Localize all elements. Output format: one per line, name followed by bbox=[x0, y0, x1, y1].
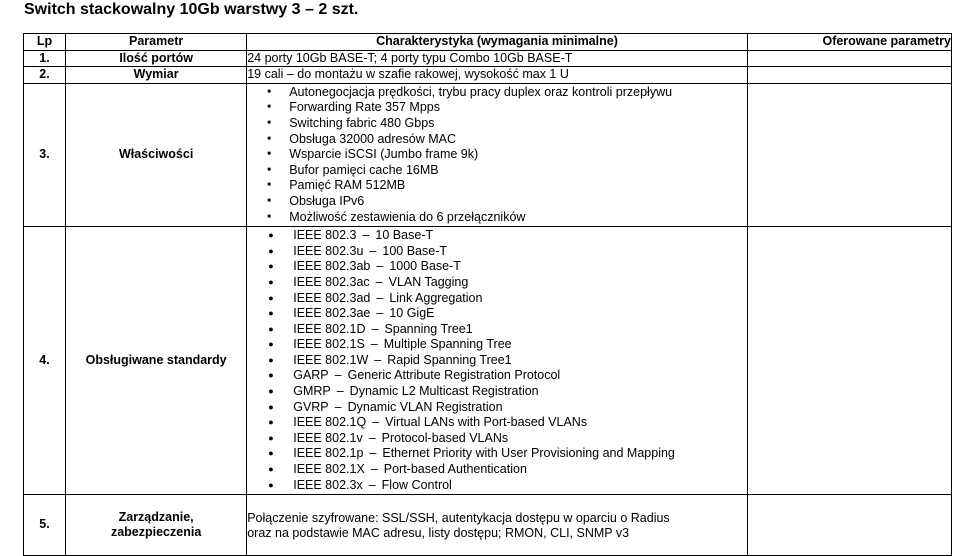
row-parameter bbox=[66, 495, 247, 556]
standard-item bbox=[293, 353, 747, 369]
standard-item bbox=[293, 446, 747, 462]
standard-item bbox=[293, 322, 747, 338]
standard-code: IEEE 802.1Q bbox=[293, 415, 367, 430]
standard-code: IEEE 802.1D bbox=[293, 321, 366, 336]
offered-cell bbox=[747, 495, 951, 556]
char-line: oraz na podstawie MAC adresu, listy dostępu; RMON, CLI, SNMP v3 bbox=[247, 526, 630, 541]
standard-code: IEEE 802.3ad bbox=[293, 290, 371, 305]
standard-code: IEEE 802.1v bbox=[293, 430, 363, 445]
standard-item bbox=[293, 400, 747, 416]
standard-code: IEEE 802.1W bbox=[293, 352, 369, 367]
standard-item bbox=[293, 368, 747, 384]
table-row bbox=[24, 83, 952, 226]
row-characteristic bbox=[247, 227, 748, 495]
standard-description: Virtual LANs with Port-based VLANs bbox=[385, 415, 588, 430]
standard-description: Multiple Spanning Tree bbox=[383, 337, 512, 352]
standard-separator: – bbox=[375, 274, 383, 289]
standard-code: GARP bbox=[293, 368, 329, 383]
standard-description: Dynamic L2 Multicast Registration bbox=[349, 384, 539, 399]
standard-item bbox=[293, 228, 747, 244]
standard-item bbox=[293, 291, 747, 307]
standard-separator: – bbox=[368, 477, 376, 492]
standard-separator: – bbox=[368, 430, 376, 445]
standard-separator: – bbox=[370, 462, 378, 477]
standard-separator: – bbox=[376, 306, 384, 321]
param-line: Zarządzanie, bbox=[118, 509, 194, 524]
standard-item bbox=[293, 275, 747, 291]
standard-separator: – bbox=[376, 259, 384, 274]
row-characteristic bbox=[247, 495, 748, 556]
header-lp: Lp bbox=[24, 34, 66, 51]
standard-separator: – bbox=[334, 399, 342, 414]
header-parameter: Parametr bbox=[66, 34, 247, 51]
table-row bbox=[24, 50, 952, 67]
standards-list bbox=[247, 228, 747, 493]
standard-separator: – bbox=[369, 243, 377, 258]
offered-cell bbox=[747, 67, 951, 84]
row-characteristic bbox=[247, 83, 748, 226]
row-parameter: Wymiar bbox=[66, 67, 247, 84]
standard-code: GMRP bbox=[293, 384, 331, 399]
standard-item bbox=[293, 306, 747, 322]
row-characteristic: 24 porty 10Gb BASE-T; 4 porty typu Combo 10Gb BASE-T bbox=[247, 50, 748, 67]
standard-separator: – bbox=[376, 290, 384, 305]
standard-description: 100 Base-T bbox=[382, 243, 447, 258]
header-row bbox=[24, 34, 952, 51]
standard-description: Protocol-based VLANs bbox=[381, 430, 509, 445]
spec-table bbox=[23, 33, 952, 556]
standard-code: IEEE 802.3ab bbox=[293, 259, 371, 274]
standard-description: Ethernet Priority with User Provisioning and Mapping bbox=[382, 446, 675, 461]
header-offered: Oferowane parametry bbox=[747, 34, 951, 51]
standard-item bbox=[293, 337, 747, 353]
standard-description: Spanning Tree1 bbox=[384, 321, 473, 336]
property-item: ■ Obsługa IPv6 bbox=[289, 194, 747, 210]
standard-code: IEEE 802.3ac bbox=[293, 274, 370, 289]
property-item: ■ Switching fabric 480 Gbps bbox=[289, 116, 747, 132]
properties-list bbox=[247, 85, 747, 225]
standard-code: IEEE 802.3 bbox=[293, 228, 357, 243]
row-parameter: Ilość portów bbox=[66, 50, 247, 67]
standard-code: IEEE 802.1S bbox=[293, 337, 365, 352]
standard-item bbox=[293, 244, 747, 260]
standard-item bbox=[293, 462, 747, 478]
table-row bbox=[24, 227, 952, 495]
header-characteristics: Charakterystyka (wymagania minimalne) bbox=[247, 34, 748, 51]
row-parameter: Obsługiwane standardy bbox=[66, 227, 247, 495]
row-number: 2. bbox=[24, 67, 66, 84]
standard-separator: – bbox=[372, 415, 380, 430]
standard-description: Link Aggregation bbox=[389, 290, 483, 305]
standard-item bbox=[293, 415, 747, 431]
standard-code: IEEE 802.1p bbox=[293, 446, 364, 461]
standard-description: Rapid Spanning Tree1 bbox=[387, 352, 512, 367]
property-item: ■ Pamięć RAM 512MB bbox=[289, 178, 747, 194]
row-number: 1. bbox=[24, 50, 66, 67]
standard-description: Flow Control bbox=[381, 477, 452, 492]
standard-description: Port-based Authentication bbox=[383, 462, 527, 477]
standard-description: Dynamic VLAN Registration bbox=[347, 399, 503, 414]
standard-description: VLAN Tagging bbox=[388, 274, 469, 289]
standard-code: IEEE 802.3ae bbox=[293, 306, 371, 321]
standard-code: GVRP bbox=[293, 399, 329, 414]
standard-item bbox=[293, 259, 747, 275]
standard-description: 10 Base-T bbox=[375, 228, 434, 243]
row-number: 5. bbox=[24, 495, 66, 556]
property-item: ■ Bufor pamięci cache 16MB bbox=[289, 163, 747, 179]
offered-cell bbox=[747, 50, 951, 67]
row-number: 4. bbox=[24, 227, 66, 495]
standard-item bbox=[293, 384, 747, 400]
standard-description: Generic Attribute Registration Protocol bbox=[347, 368, 561, 383]
standard-separator: – bbox=[374, 352, 382, 367]
row-characteristic: 19 cali – do montażu w szafie rakowej, wysokość max 1 U bbox=[247, 67, 748, 84]
table-row bbox=[24, 67, 952, 84]
standard-separator: – bbox=[334, 368, 342, 383]
standard-separator: – bbox=[369, 446, 377, 461]
property-item: ■ Autonegocjacja prędkości, trybu pracy duplex oraz kontroli przepływu bbox=[289, 85, 747, 101]
row-parameter: Właściwości bbox=[66, 83, 247, 226]
row-number: 3. bbox=[24, 83, 66, 226]
property-item: ■ Obsługa 32000 adresów MAC bbox=[289, 132, 747, 148]
char-line: Połączenie szyfrowane: SSL/SSH, autentykacja dostępu w oparciu o Radius bbox=[247, 510, 670, 525]
standard-item bbox=[293, 478, 747, 494]
offered-cell bbox=[747, 83, 951, 226]
param-line: zabezpieczenia bbox=[110, 525, 202, 540]
standard-item bbox=[293, 431, 747, 447]
standard-separator: – bbox=[362, 228, 370, 243]
standard-code: IEEE 802.3x bbox=[293, 477, 363, 492]
document-title: Switch stackowalny 10Gb warstwy 3 – 2 szt. bbox=[24, 1, 359, 18]
property-item: ■ Forwarding Rate 357 Mpps bbox=[289, 100, 747, 116]
standard-description: 1000 Base-T bbox=[389, 259, 461, 274]
standard-separator: – bbox=[336, 384, 344, 399]
table-row bbox=[24, 495, 952, 556]
standard-description: 10 GigE bbox=[389, 306, 435, 321]
property-item: ■ Wsparcie iSCSI (Jumbo frame 9k) bbox=[289, 147, 747, 163]
property-item: ■ Możliwość zestawienia do 6 przełączników bbox=[289, 210, 747, 226]
standard-code: IEEE 802.1X bbox=[293, 462, 365, 477]
standard-separator: – bbox=[371, 321, 379, 336]
standard-separator: – bbox=[370, 337, 378, 352]
offered-cell bbox=[747, 227, 951, 495]
standard-code: IEEE 802.3u bbox=[293, 243, 364, 258]
